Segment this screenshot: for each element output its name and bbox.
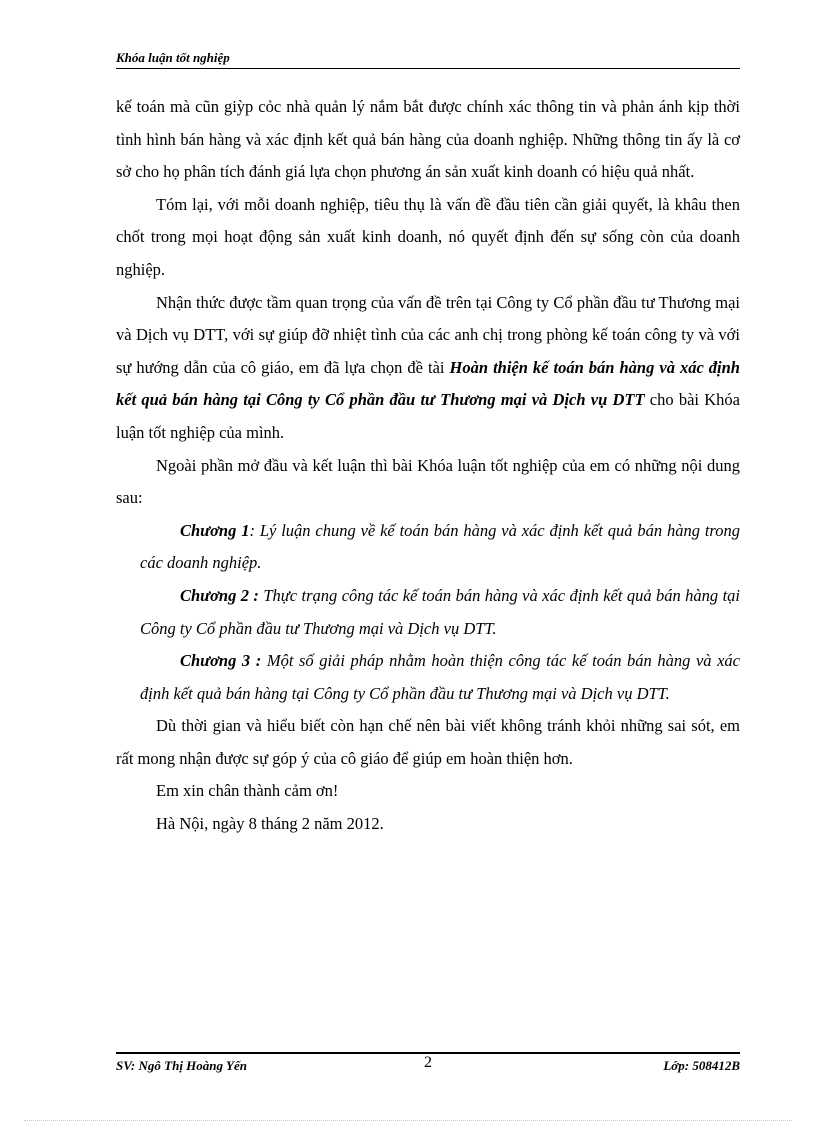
paragraph-3 bbox=[116, 287, 740, 450]
thanks-line: Em xin chân thành cảm ơn! bbox=[156, 781, 339, 801]
page-header bbox=[116, 50, 740, 69]
page-number: 2 bbox=[424, 1054, 432, 1071]
chapter-3 bbox=[116, 645, 740, 710]
page-edge-divider bbox=[24, 1120, 792, 1121]
header-title: Khóa luận tốt nghiệp bbox=[116, 50, 230, 65]
chapter-1-label: Chương 1 bbox=[180, 520, 250, 540]
student-name: SV: Ngô Thị Hoàng Yến bbox=[116, 1058, 247, 1073]
paragraph-5: Dù thời gian và hiểu biết còn hạn chế nên bài viết không tránh khỏi những sai sót, em rất mong nhận được sự góp ý của cô giáo để giúp em hoàn thiện hơn. bbox=[116, 716, 740, 768]
document-body bbox=[116, 91, 740, 841]
paragraph-4: Ngoài phần mở đầu và kết luận thì bài Khóa luận tốt nghiệp của em có những nội dung sau: bbox=[116, 455, 740, 508]
class-code: Lớp: 508412B bbox=[663, 1058, 740, 1073]
chapter-2 bbox=[116, 580, 740, 645]
chapter-3-label: Chương 3 : bbox=[180, 651, 262, 671]
chapter-1 bbox=[116, 515, 740, 580]
chapter-3-text: Một số giải pháp nhằm hoàn thiện công tác kế toán bán hàng và xác định kết quả bán hàng tại Công ty Cổ phần đầu tư Thương mại và Dịch vụ DTT. bbox=[140, 651, 741, 703]
date-line: Hà Nội, ngày 8 tháng 2 năm 2012. bbox=[156, 814, 384, 834]
paragraph-2: Tóm lại, với mỗi doanh nghiệp, tiêu thụ là vấn đề đầu tiên cần giải quyết, là khâu then chốt trong mọi hoạt động sản xuất kinh doanh, nó quyết định đến sự sống còn của doanh nghiệp. bbox=[116, 194, 740, 279]
chapter-2-label: Chương 2 : bbox=[180, 585, 259, 605]
chapter-1-text: : Lý luận chung về kế toán bán hàng và xác định kết quả bán hàng trong các doanh nghiệp. bbox=[140, 520, 740, 573]
paragraph-3-end: cho bài Khóa luận tốt nghiệp của mình. bbox=[116, 390, 740, 442]
paragraph-3-intro: Nhận thức được tầm quan trọng của vấn đề trên tại Công ty Cổ phần đầu tư Thương mại và Dịch vụ DTT, với sự giúp đỡ nhiệt tình của các anh chị trong phòng kế toán công ty và với sự hướng dẫn của cô giáo, em đã lựa chọn đề tài bbox=[116, 292, 740, 377]
thesis-topic: Hoàn thiện kế toán bán hàng và xác định kết quả bán hàng tại Công ty Cổ phần đầu tư Thương mại và Dịch vụ DTT bbox=[116, 357, 740, 410]
chapter-2-text: Thực trạng công tác kế toán bán hàng và xác định kết quả bán hàng tại Công ty Cổ phần đầu tư Thương mại và Dịch vụ DTT. bbox=[140, 585, 741, 638]
paragraph-1: kế toán mà cũn giỳp cỏc nhà quản lý nắm bắt được chính xác thông tin và phản ánh kịp thời tình hình bán hàng và xác định kết quả bán hàng của doanh nghiệp. Những thông tin ấy là cơ sở cho họ phân tích đánh giá lựa chọn phương án sản xuất kinh doanh có hiệu quả nhất. bbox=[116, 97, 740, 182]
page-footer bbox=[116, 1054, 740, 1078]
